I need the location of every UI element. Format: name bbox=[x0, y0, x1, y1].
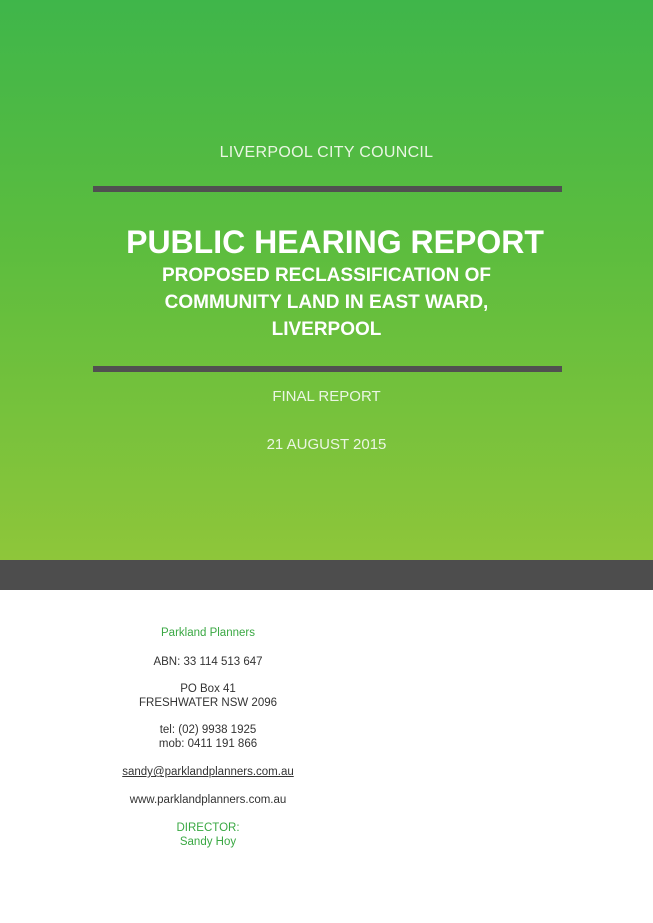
subtitle-line: COMMUNITY LAND IN EAST WARD, bbox=[164, 292, 489, 313]
council-name: LIVERPOOL CITY COUNCIL bbox=[219, 144, 434, 161]
email-link[interactable]: sandy@parklandplanners.com.au bbox=[122, 766, 294, 778]
report-date: 21 AUGUST 2015 bbox=[266, 436, 387, 453]
phone-block bbox=[108, 723, 308, 751]
report-subtitle bbox=[130, 262, 523, 343]
director-label: DIRECTOR: bbox=[176, 822, 240, 834]
top-divider bbox=[93, 186, 562, 192]
report-title: PUBLIC HEARING REPORT bbox=[126, 224, 544, 260]
subtitle-line: LIVERPOOL bbox=[271, 319, 382, 340]
company-name: Parkland Planners bbox=[161, 627, 255, 639]
telephone: tel: (02) 9938 1925 bbox=[159, 724, 257, 736]
website[interactable]: www.parklandplanners.com.au bbox=[129, 794, 287, 806]
address-line: PO Box 41 bbox=[180, 683, 236, 695]
director-name: Sandy Hoy bbox=[179, 836, 237, 848]
subtitle-line: PROPOSED RECLASSIFICATION OF bbox=[161, 265, 491, 286]
bottom-divider bbox=[93, 366, 562, 372]
contact-block bbox=[108, 626, 308, 849]
cover-band bbox=[0, 560, 653, 590]
report-type: FINAL REPORT bbox=[272, 388, 381, 405]
mobile: mob: 0411 191 866 bbox=[158, 738, 258, 750]
abn: ABN: 33 114 513 647 bbox=[153, 656, 263, 668]
email-wrap bbox=[108, 765, 308, 779]
address-line: FRESHWATER NSW 2096 bbox=[138, 697, 278, 709]
address bbox=[108, 682, 308, 710]
